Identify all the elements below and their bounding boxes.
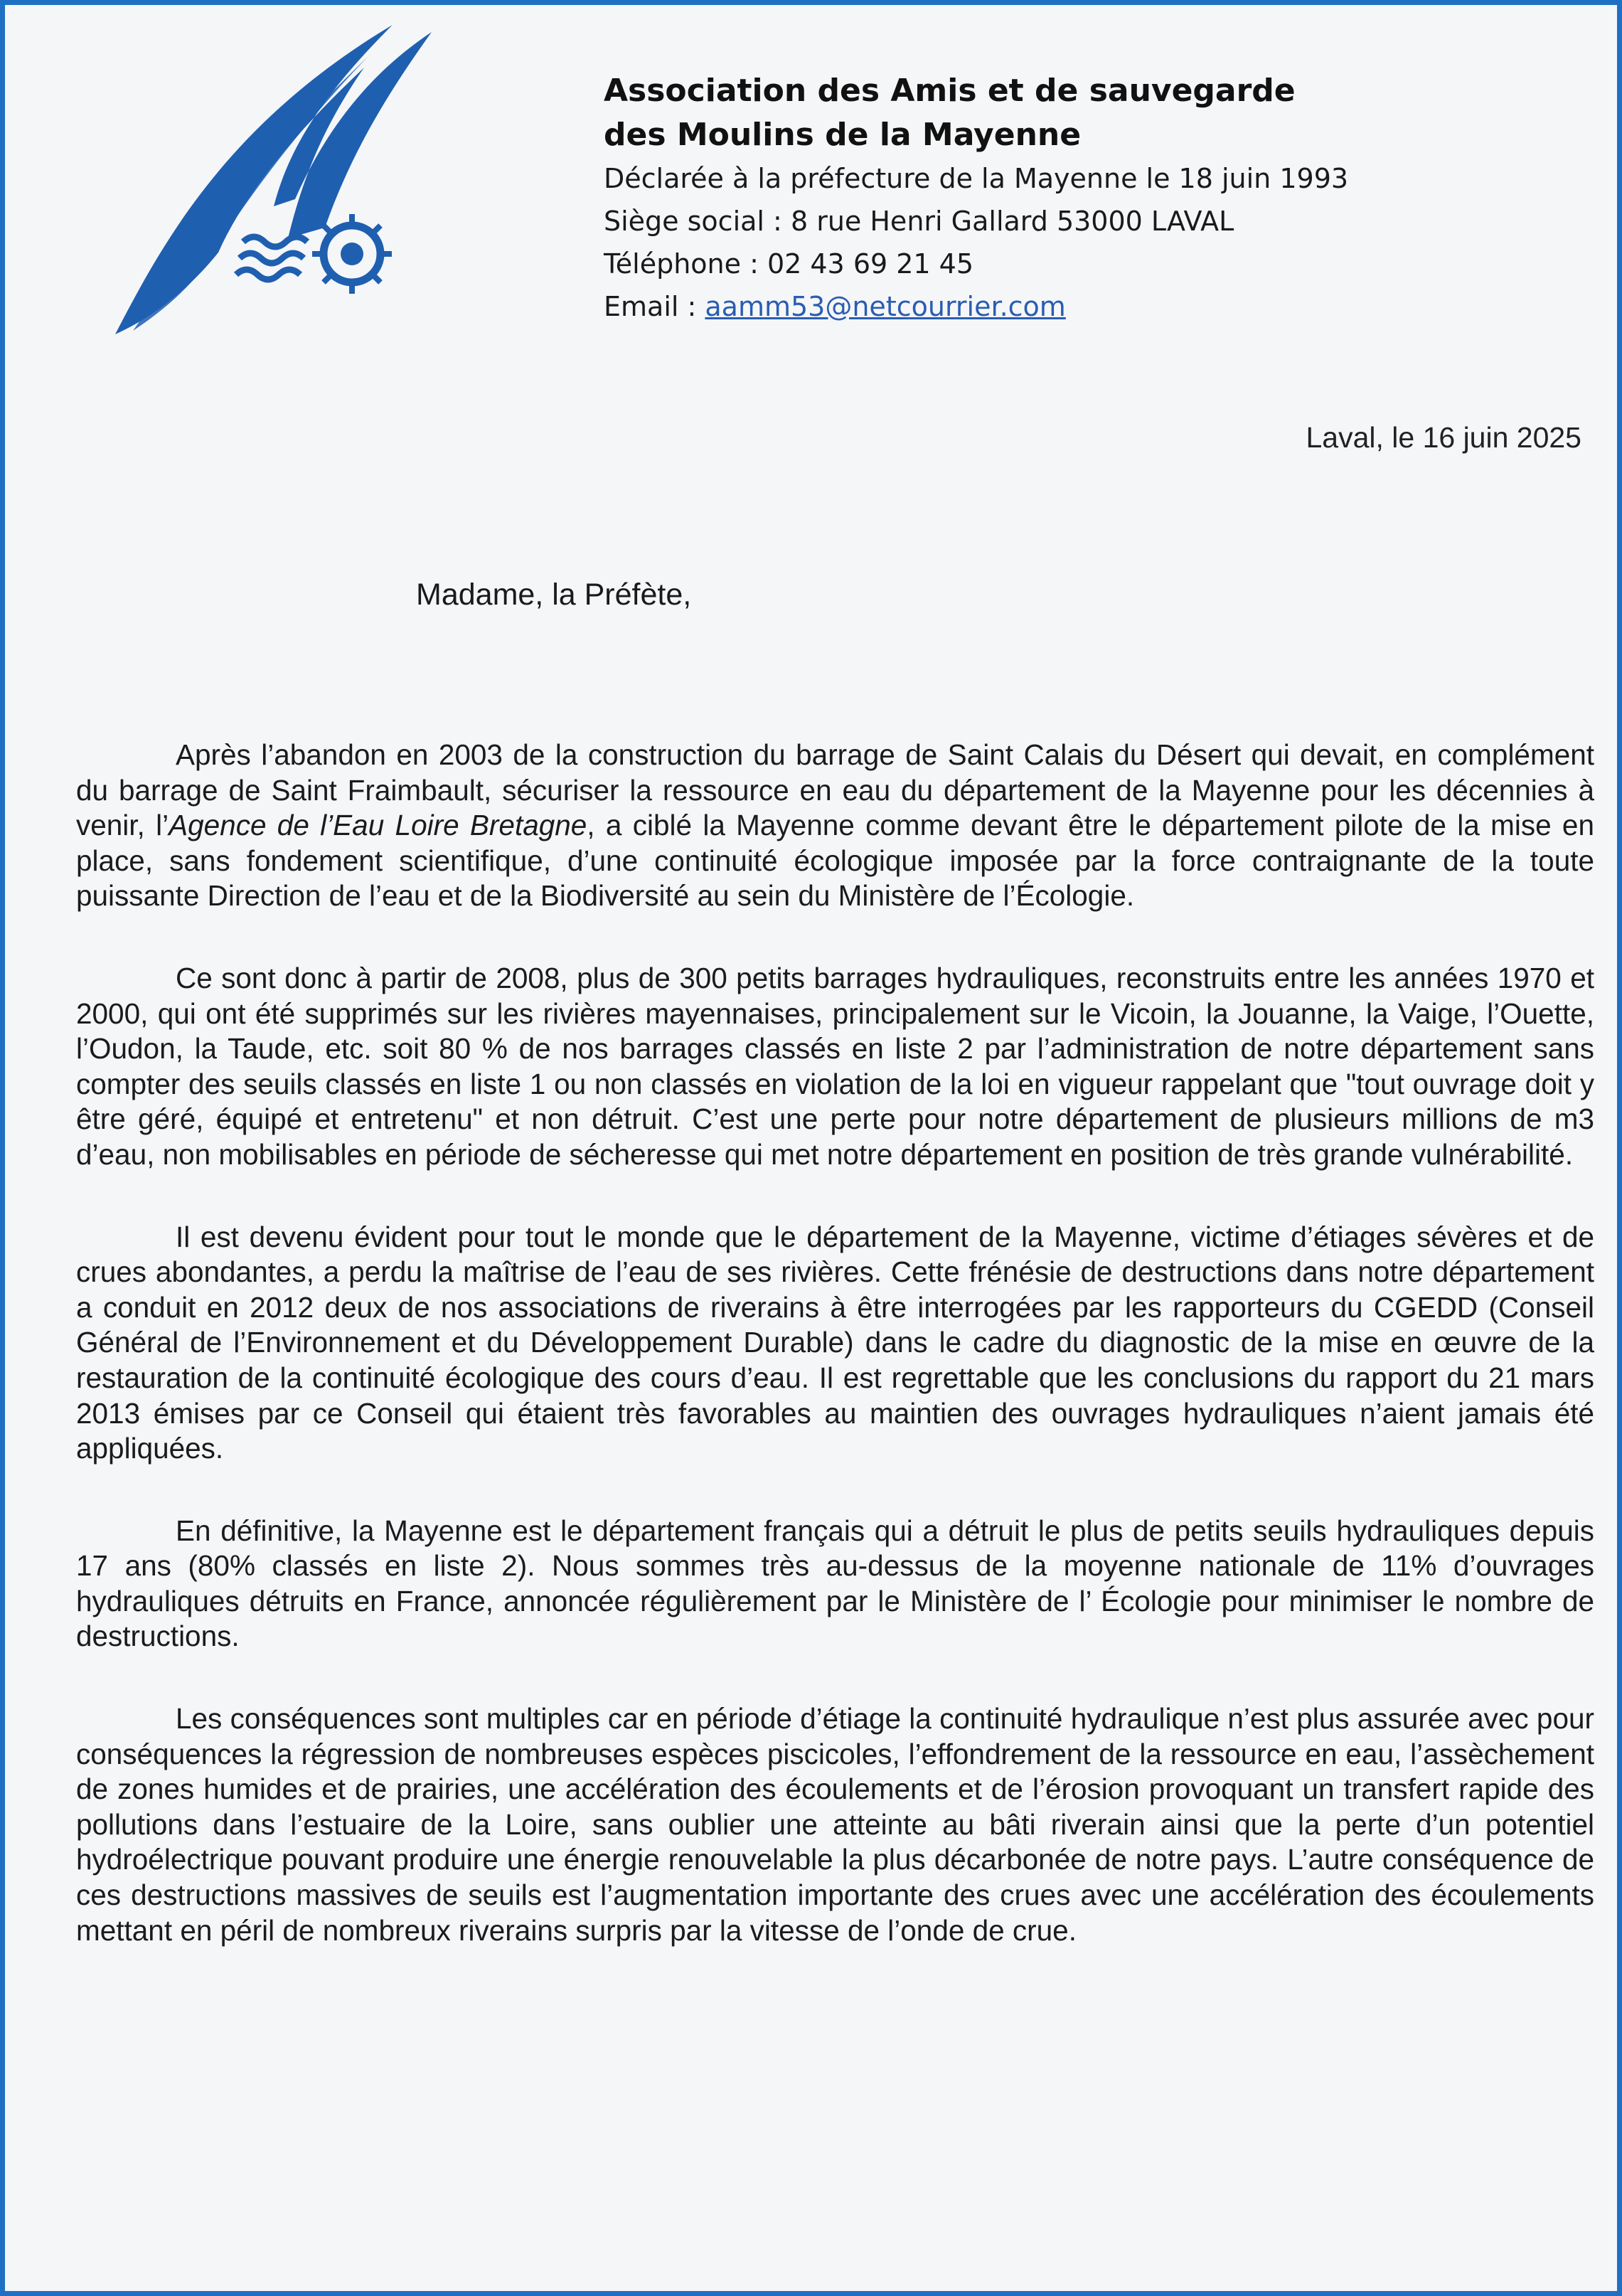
paragraph-2: Ce sont donc à partir de 2008, plus de 300 petits barrages hydrauliques, reconstruits entre les années 1970 et 2000, qui ont été supprimés sur les rivières mayennaises, principalement sur le Vicoin, la Jouanne, la Vaige, l’Ouette, l’Oudon, la Taude, etc. soit 80 % de nos barrages classés en liste 2 par l’administration de notre département sans compter des seuils classés en liste 1 ou non classés en violation de la loi en vigueur rappelant que "tout ouvrage doit y être géré, équipé et entretenu" et non détruit. C’est une perte pour notre département de plusieurs millions de m3 d’eau, non mobilisables en période de sécheresse qui met notre département en position de très grande vulnérabilité. <box>76 961 1594 1171</box>
org-name-line-1: Association des Amis et de sauvegarde <box>604 73 1296 109</box>
paragraph-1-text-b: , a ciblé la Mayenne comme devant être le département pilote de la mise en place, sans fondement scientifique, d’une continuité écologique imposée par la force contraignante de la toute puissante Direction de l’eau et de la Biodiversité au sein du Ministère de l’Écologie. <box>76 809 1594 913</box>
email-label: Email : <box>604 291 705 322</box>
paragraph-3: Il est devenu évident pour tout le monde que le département de la Mayenne, victime d’étiages sévères et de crues abondantes, a perdu la maîtrise de l’eau de ses rivières. Cette frénésie de destructions dans notre département a conduit en 2012 deux de nos associations de riverains à être interrogées par les rapporteurs du CGEDD (Conseil Général de l’Environnement et du Développement Durable) dans le cadre du diagnostic de la mise en œuvre de la restauration de la continuité écologique des cours d’eau. Il est regrettable que les conclusions du rapport du 21 mars 2013 émises par ce Conseil qui étaient très favorables au maintien des ouvrages hydrauliques n’aient jamais été appliquées. <box>76 1220 1594 1465</box>
logo-wheel <box>312 214 392 294</box>
address-line: Siège social : 8 rue Henri Gallard 53000 LAVAL <box>604 206 1234 237</box>
logo-wave-3 <box>236 270 300 280</box>
letter-body <box>76 738 1594 1995</box>
salutation: Madame, la Préfète, <box>416 578 692 612</box>
org-name-line-2: des Moulins de la Mayenne <box>604 117 1082 153</box>
email-link[interactable]: aamm53@netcourrier.com <box>705 291 1066 322</box>
paragraph-1-agency-name: Agence de l’Eau Loire Bretagne <box>169 809 587 842</box>
paragraph-1-text-a: Après l’abandon en 2003 de la construction du barrage de Saint Calais du Désert qui devait, en complément du barrage de Saint Fraimbault, sécuriser la ressource en eau du département de la Mayenne pour les décennies à venir, l’ <box>76 738 1594 842</box>
mill-wheel-logo <box>112 25 439 345</box>
letterhead <box>604 69 1457 328</box>
email-line <box>604 285 1457 328</box>
paragraph-5: Les conséquences sont multiples car en période d’étiage la continuité hydraulique n’est plus assurée avec pour conséquences la régression de nombreuses espèces piscicoles, l’effondrement de la ressource en eau, l’assèchement de zones humides et de prairies, une accélération des écoulements et de l’érosion provoquant un transfert rapide des pollutions dans l’estuaire de la Loire, sans oublier une atteinte au bâti riverain ainsi que la perte d’un potentiel hydroélectrique pouvant produire une énergie renouvelable la plus décarbonée de notre pays. L’autre conséquence de ces destructions massives de seuils est l’augmentation importante des crues avec une accélération des écoulements mettant en péril de nombreux riverains surpris par la vitesse de l’onde de crue. <box>76 1702 1594 1947</box>
logo-wave-1 <box>243 237 307 247</box>
letter-date: Laval, le 16 juin 2025 <box>1306 421 1581 454</box>
logo-m-swoosh <box>115 25 432 334</box>
paragraph-4: En définitive, la Mayenne est le département français qui a détruit le plus de petits seuils hydrauliques depuis 17 ans (80% classés en liste 2). Nous sommes très au-dessus de la moyenne nationale de 11% d’ouvrages hydrauliques détruits en France, annoncée régulièrement par le Ministère de l’ Écologie pour minimiser le nombre de destructions. <box>76 1514 1594 1653</box>
phone-line: Téléphone : 02 43 69 21 45 <box>604 248 974 280</box>
declaration-line: Déclarée à la préfecture de la Mayenne le 18 juin 1993 <box>604 163 1349 194</box>
paragraph-1 <box>76 738 1594 914</box>
logo-wave-2 <box>240 253 304 263</box>
